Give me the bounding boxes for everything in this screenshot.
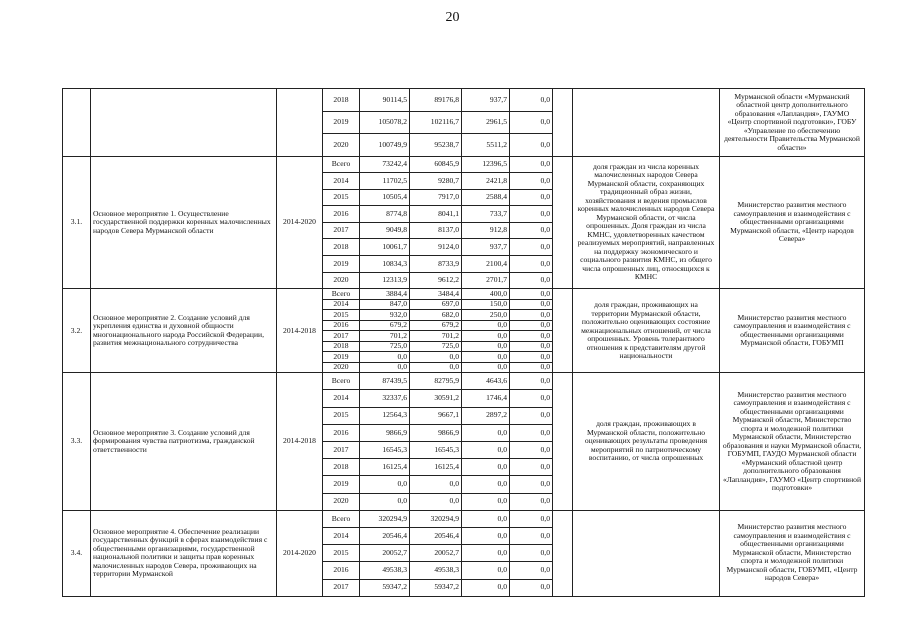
total-cell: 0,0 [360, 493, 410, 510]
federal-budget-cell: 0,0 [462, 527, 510, 544]
spacer-cell [553, 510, 573, 596]
federal-budget-cell: 0,0 [462, 459, 510, 476]
year-cell: 2014 [323, 527, 360, 544]
federal-budget-cell: 2421,8 [462, 173, 510, 190]
extra-budget-cell: 0,0 [510, 527, 553, 544]
federal-budget-cell: 0,0 [462, 476, 510, 493]
federal-budget-cell: 2701,7 [462, 272, 510, 289]
total-cell: 16545,3 [360, 442, 410, 459]
year-cell: 2018 [323, 459, 360, 476]
year-cell: 2020 [323, 493, 360, 510]
spacer-cell [553, 373, 573, 511]
total-cell: 0,0 [360, 352, 410, 363]
extra-budget-cell: 0,0 [510, 320, 553, 331]
regional-budget-cell: 89176,8 [410, 89, 462, 112]
extra-budget-cell: 0,0 [510, 459, 553, 476]
extra-budget-cell: 0,0 [510, 424, 553, 441]
year-cell: 2014 [323, 299, 360, 310]
regional-budget-cell: 8137,0 [410, 222, 462, 239]
regional-budget-cell: 30591,2 [410, 390, 462, 407]
item-period: 2014-2020 [277, 156, 323, 289]
year-cell: 2016 [323, 206, 360, 223]
federal-budget-cell: 0,0 [462, 331, 510, 342]
extra-budget-cell: 0,0 [510, 156, 553, 173]
year-cell: 2016 [323, 320, 360, 331]
extra-budget-cell: 0,0 [510, 134, 553, 157]
regional-budget-cell: 7917,0 [410, 189, 462, 206]
table-body [63, 89, 865, 597]
federal-budget-cell: 0,0 [462, 362, 510, 373]
extra-budget-cell: 0,0 [510, 390, 553, 407]
extra-budget-cell: 0,0 [510, 89, 553, 112]
total-cell: 679,2 [360, 320, 410, 331]
total-cell: 12564,3 [360, 407, 410, 424]
regional-budget-cell: 9866,9 [410, 424, 462, 441]
regional-budget-cell: 682,0 [410, 310, 462, 321]
total-cell: 20052,7 [360, 545, 410, 562]
extra-budget-cell: 0,0 [510, 222, 553, 239]
federal-budget-cell: 0,0 [462, 510, 510, 527]
spacer-cell [553, 89, 573, 157]
total-cell: 49538,3 [360, 562, 410, 579]
total-cell: 90114,5 [360, 89, 410, 112]
item-period: 2014-2018 [277, 373, 323, 511]
regional-budget-cell: 20546,4 [410, 527, 462, 544]
regional-budget-cell: 0,0 [410, 476, 462, 493]
federal-budget-cell: 0,0 [462, 579, 510, 596]
item-name: Основное мероприятие 3. Создание условий для формирования чувства патриотизма, гражданской ответственности [91, 373, 277, 511]
year-cell: 2014 [323, 173, 360, 190]
regional-budget-cell: 0,0 [410, 352, 462, 363]
total-cell: 105078,2 [360, 111, 410, 134]
year-cell: 2018 [323, 239, 360, 256]
federal-budget-cell: 937,7 [462, 239, 510, 256]
item-name: Основное мероприятие 2. Создание условий для укрепления единства и духовной общности многонационального народа Российской Федерации, развития межнационального сотрудничества [91, 289, 277, 373]
total-cell: 100749,9 [360, 134, 410, 157]
item-indicator: доля граждан из числа коренных малочисленных народов Севера Мурманской области, сохраняющих традиционный образ жизни, хозяйствования и ведения промыслов коренных малочисленных народов Севера Мурманской области, от числа опрошенных. Доля граждан из числа КМНС, удовлетворенных качеством реализуемых мероприятий, направленных на поддержку экономического и социального развития КМНС, из общего числа опрошенных лиц, относящихся к КМНС [573, 156, 720, 289]
federal-budget-cell: 5511,2 [462, 134, 510, 157]
item-index: 3.3. [63, 373, 91, 511]
total-cell: 725,0 [360, 341, 410, 352]
regional-budget-cell: 20052,7 [410, 545, 462, 562]
year-cell: 2018 [323, 89, 360, 112]
table-row [63, 89, 865, 112]
table-row [63, 510, 865, 527]
extra-budget-cell: 0,0 [510, 407, 553, 424]
federal-budget-cell: 0,0 [462, 352, 510, 363]
regional-budget-cell: 16125,4 [410, 459, 462, 476]
year-cell: Всего [323, 373, 360, 390]
extra-budget-cell: 0,0 [510, 289, 553, 300]
federal-budget-cell: 0,0 [462, 341, 510, 352]
regional-budget-cell: 697,0 [410, 299, 462, 310]
extra-budget-cell: 0,0 [510, 256, 553, 273]
total-cell: 8774,8 [360, 206, 410, 223]
federal-budget-cell: 250,0 [462, 310, 510, 321]
year-cell: 2019 [323, 256, 360, 273]
regional-budget-cell: 16545,3 [410, 442, 462, 459]
year-cell: Всего [323, 510, 360, 527]
total-cell: 9049,8 [360, 222, 410, 239]
regional-budget-cell: 95238,7 [410, 134, 462, 157]
item-executor: Министерство развития местного самоуправления и взаимодействия с общественными организациями Мурманской области, ГОБУМП [720, 289, 865, 373]
year-cell: 2015 [323, 310, 360, 321]
regional-budget-cell: 9280,7 [410, 173, 462, 190]
program-table [62, 88, 865, 597]
item-index: 3.1. [63, 156, 91, 289]
year-cell: 2015 [323, 545, 360, 562]
year-cell: 2017 [323, 442, 360, 459]
extra-budget-cell: 0,0 [510, 310, 553, 321]
year-cell: Всего [323, 156, 360, 173]
federal-budget-cell: 0,0 [462, 562, 510, 579]
year-cell: 2016 [323, 562, 360, 579]
extra-budget-cell: 0,0 [510, 206, 553, 223]
total-cell: 20546,4 [360, 527, 410, 544]
extra-budget-cell: 0,0 [510, 272, 553, 289]
total-cell: 32337,6 [360, 390, 410, 407]
extra-budget-cell: 0,0 [510, 189, 553, 206]
year-cell: 2020 [323, 362, 360, 373]
year-cell: 2017 [323, 579, 360, 596]
extra-budget-cell: 0,0 [510, 562, 553, 579]
item-indicator [573, 89, 720, 157]
item-executor: Мурманской области «Мурманский областной центр дополнительного образования «Лапландия», ГАУМО «Центр спортивной подготовки», ГОБУ «Управление по обеспечению деятельности Правительства Мурманской области» [720, 89, 865, 157]
year-cell: 2019 [323, 352, 360, 363]
item-executor: Министерство развития местного самоуправления и взаимодействия с общественными организациями Мурманской области, Министерство спорта и молодежной политики Мурманской области, Министерство образования и науки Мурманской области, ГОБУМП, ГАУДО Мурманской области «Мурманский областной центр дополнительного образования «Лапландия», ГАУМО «Центр спортивной подготовки» [720, 373, 865, 511]
total-cell: 87439,5 [360, 373, 410, 390]
regional-budget-cell: 9612,2 [410, 272, 462, 289]
regional-budget-cell: 49538,3 [410, 562, 462, 579]
total-cell: 847,0 [360, 299, 410, 310]
extra-budget-cell: 0,0 [510, 173, 553, 190]
extra-budget-cell: 0,0 [510, 493, 553, 510]
year-cell: 2018 [323, 341, 360, 352]
federal-budget-cell: 0,0 [462, 424, 510, 441]
extra-budget-cell: 0,0 [510, 579, 553, 596]
federal-budget-cell: 150,0 [462, 299, 510, 310]
total-cell: 320294,9 [360, 510, 410, 527]
item-name [91, 89, 277, 157]
regional-budget-cell: 82795,9 [410, 373, 462, 390]
extra-budget-cell: 0,0 [510, 299, 553, 310]
extra-budget-cell: 0,0 [510, 545, 553, 562]
year-cell: 2017 [323, 331, 360, 342]
total-cell: 10505,4 [360, 189, 410, 206]
item-indicator: доля граждан, проживающих в Мурманской области, положительно оценивающих результаты проведения мероприятий по патриотическому воспитанию, от числа опрошенных [573, 373, 720, 511]
total-cell: 73242,4 [360, 156, 410, 173]
year-cell: 2015 [323, 189, 360, 206]
extra-budget-cell: 0,0 [510, 331, 553, 342]
regional-budget-cell: 102116,7 [410, 111, 462, 134]
federal-budget-cell: 0,0 [462, 320, 510, 331]
year-cell: 2019 [323, 111, 360, 134]
item-executor: Министерство развития местного самоуправления и взаимодействия с общественными организациями Мурманской области, «Центр народов Севера» [720, 156, 865, 289]
item-name: Основное мероприятие 4. Обеспечение реализации государственных функций в сферах взаимодействия с общественными организациями, государственной национальной политики и защиты прав коренных малочисленных народов Севера, проживающих на территории Мурманской [91, 510, 277, 596]
federal-budget-cell: 2897,2 [462, 407, 510, 424]
extra-budget-cell: 0,0 [510, 510, 553, 527]
year-cell: Всего [323, 289, 360, 300]
total-cell: 59347,2 [360, 579, 410, 596]
page-number: 20 [445, 10, 460, 25]
extra-budget-cell: 0,0 [510, 373, 553, 390]
extra-budget-cell: 0,0 [510, 352, 553, 363]
year-cell: 2016 [323, 424, 360, 441]
federal-budget-cell: 1746,4 [462, 390, 510, 407]
total-cell: 9866,9 [360, 424, 410, 441]
federal-budget-cell: 2961,5 [462, 111, 510, 134]
regional-budget-cell: 701,2 [410, 331, 462, 342]
table-row [63, 156, 865, 173]
item-index: 3.2. [63, 289, 91, 373]
total-cell: 11702,5 [360, 173, 410, 190]
table-row [63, 289, 865, 300]
federal-budget-cell: 0,0 [462, 545, 510, 562]
regional-budget-cell: 60845,9 [410, 156, 462, 173]
federal-budget-cell: 2100,4 [462, 256, 510, 273]
federal-budget-cell: 4643,6 [462, 373, 510, 390]
year-cell: 2019 [323, 476, 360, 493]
total-cell: 10061,7 [360, 239, 410, 256]
extra-budget-cell: 0,0 [510, 239, 553, 256]
federal-budget-cell: 937,7 [462, 89, 510, 112]
regional-budget-cell: 0,0 [410, 493, 462, 510]
year-cell: 2014 [323, 390, 360, 407]
regional-budget-cell: 725,0 [410, 341, 462, 352]
regional-budget-cell: 59347,2 [410, 579, 462, 596]
federal-budget-cell: 912,8 [462, 222, 510, 239]
spacer-cell [553, 289, 573, 373]
extra-budget-cell: 0,0 [510, 362, 553, 373]
total-cell: 932,0 [360, 310, 410, 321]
regional-budget-cell: 320294,9 [410, 510, 462, 527]
item-period: 2014-2020 [277, 510, 323, 596]
total-cell: 10834,3 [360, 256, 410, 273]
federal-budget-cell: 12396,5 [462, 156, 510, 173]
item-period [277, 89, 323, 157]
regional-budget-cell: 3484,4 [410, 289, 462, 300]
federal-budget-cell: 733,7 [462, 206, 510, 223]
extra-budget-cell: 0,0 [510, 476, 553, 493]
year-cell: 2020 [323, 134, 360, 157]
extra-budget-cell: 0,0 [510, 341, 553, 352]
regional-budget-cell: 8041,1 [410, 206, 462, 223]
regional-budget-cell: 0,0 [410, 362, 462, 373]
item-executor: Министерство развития местного самоуправления и взаимодействия с общественными организациями Мурманской области, Министерство спорта и молодежной политики Мурманской области, ГОБУМП, «Центр народов Севера» [720, 510, 865, 596]
regional-budget-cell: 8733,9 [410, 256, 462, 273]
total-cell: 3884,4 [360, 289, 410, 300]
federal-budget-cell: 0,0 [462, 442, 510, 459]
total-cell: 16125,4 [360, 459, 410, 476]
extra-budget-cell: 0,0 [510, 442, 553, 459]
item-indicator [573, 510, 720, 596]
year-cell: 2015 [323, 407, 360, 424]
total-cell: 0,0 [360, 476, 410, 493]
total-cell: 701,2 [360, 331, 410, 342]
item-name: Основное мероприятие 1. Осуществление государственной поддержки коренных малочисленных народов Севера Мурманской области [91, 156, 277, 289]
regional-budget-cell: 679,2 [410, 320, 462, 331]
total-cell: 12313,9 [360, 272, 410, 289]
item-index: 3.4. [63, 510, 91, 596]
year-cell: 2017 [323, 222, 360, 239]
federal-budget-cell: 2588,4 [462, 189, 510, 206]
federal-budget-cell: 400,0 [462, 289, 510, 300]
table-row [63, 373, 865, 390]
extra-budget-cell: 0,0 [510, 111, 553, 134]
year-cell: 2020 [323, 272, 360, 289]
federal-budget-cell: 0,0 [462, 493, 510, 510]
regional-budget-cell: 9124,0 [410, 239, 462, 256]
item-indicator: доля граждан, проживающих на территории Мурманской области, положительно оценивающих состояние межнациональных отношений, от числа опрошенных. Уровень толерантного отношения к представителям другой национальности [573, 289, 720, 373]
regional-budget-cell: 9667,1 [410, 407, 462, 424]
item-index [63, 89, 91, 157]
total-cell: 0,0 [360, 362, 410, 373]
spacer-cell [553, 156, 573, 289]
item-period: 2014-2018 [277, 289, 323, 373]
